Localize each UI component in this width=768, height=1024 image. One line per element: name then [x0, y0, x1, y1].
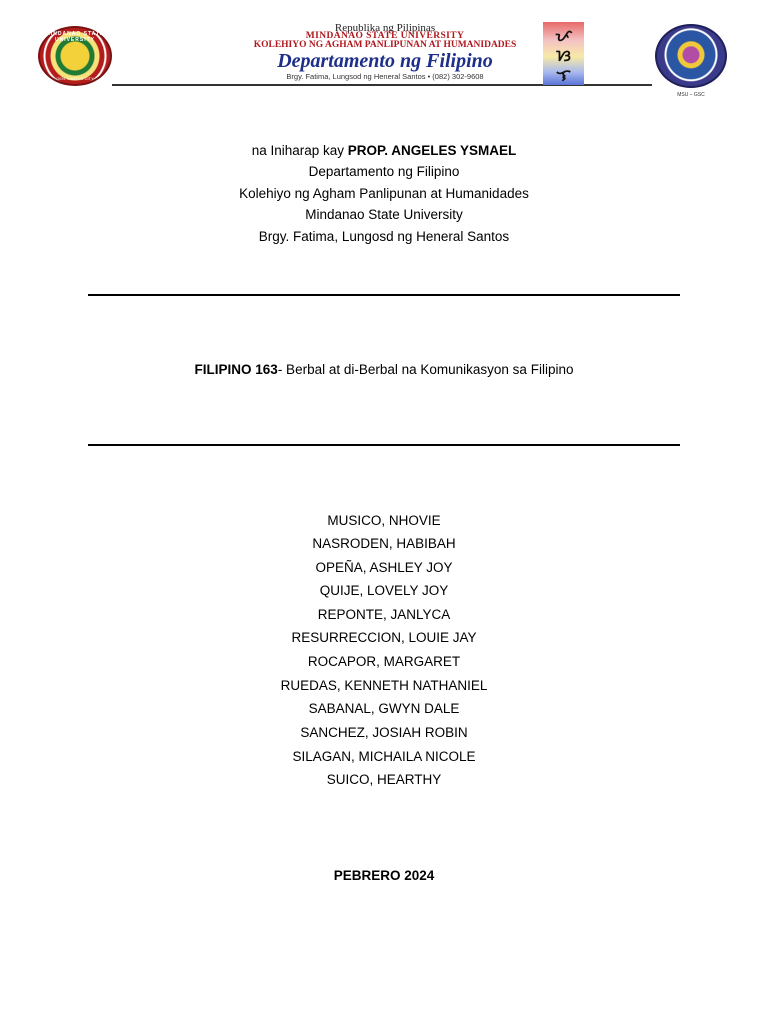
- course-code: FILIPINO 163: [194, 362, 278, 377]
- seal-text: MINDANAO STATE UNIVERSITY: [45, 31, 105, 43]
- member-name: ROCAPOR, MARGARET: [307, 654, 461, 669]
- member-name: REPONTE, JANLYCA: [317, 607, 451, 622]
- section-divider: [88, 444, 680, 446]
- presented-to-line: [0, 143, 768, 159]
- baybayin-glyph: ᜎ: [556, 66, 571, 85]
- course-line: [0, 362, 768, 378]
- presented-department: Departamento ng Filipino: [308, 164, 460, 179]
- member-name: SUICO, HEARTHY: [326, 772, 442, 787]
- presented-address: Brgy. Fatima, Lungosd ng Heneral Santos: [258, 229, 510, 244]
- presented-to-prefix: na Iniharap kay: [251, 143, 348, 158]
- submission-date: PEBRERO 2024: [333, 868, 435, 883]
- presented-university: Mindanao State University: [305, 207, 463, 222]
- course-title: - Berbal at di-Berbal na Komunikasyon sa Filipino: [277, 362, 574, 377]
- member-name: MUSICO, NHOVIE: [327, 513, 441, 528]
- letterhead-republic: Republika ng Pilipinas: [334, 22, 436, 34]
- member-name: QUIJE, LOVELY JOY: [319, 583, 449, 598]
- university-seal-logo: [38, 26, 112, 86]
- member-name: RESURRECCION, LOUIE JAY: [291, 630, 477, 645]
- member-name: RUEDAS, KENNETH NATHANIEL: [280, 678, 488, 693]
- seal-bottom-text: GEN. SANTOS CITY: [56, 76, 94, 81]
- letterhead-university: MINDANAO STATE UNIVERSITY: [305, 31, 465, 41]
- baybayin-glyph: ᜉ: [554, 26, 573, 45]
- letterhead-address: Brgy. Fatima, Lungsod ng Heneral Santos • (082) 302-9608: [286, 72, 484, 81]
- member-name: OPEÑA, ASHLEY JOY: [315, 560, 453, 575]
- letterhead-department: Departamento ng Filipino: [277, 50, 493, 72]
- baybayin-glyph: ᜐ: [556, 46, 571, 65]
- member-name: NASRODEN, HABIBAH: [312, 536, 456, 551]
- department-seal-logo: [655, 24, 727, 98]
- baybayin-banner-logo: [543, 22, 584, 85]
- letterhead-college: KOLEHIYO NG AGHAM PANLIPUNAN AT HUMANIDADES: [253, 40, 517, 50]
- professor-name: PROP. ANGELES YSMAEL: [347, 143, 517, 158]
- member-name: SILAGAN, MICHAILA NICOLE: [292, 749, 476, 764]
- member-name: SANCHEZ, JOSIAH ROBIN: [300, 725, 468, 740]
- seal-bottom-text: MSU – GSC: [677, 92, 705, 98]
- section-divider: [88, 294, 680, 296]
- presented-college: Kolehiyo ng Agham Panlipunan at Humanidades: [239, 186, 529, 201]
- member-name: SABANAL, GWYN DALE: [308, 701, 460, 716]
